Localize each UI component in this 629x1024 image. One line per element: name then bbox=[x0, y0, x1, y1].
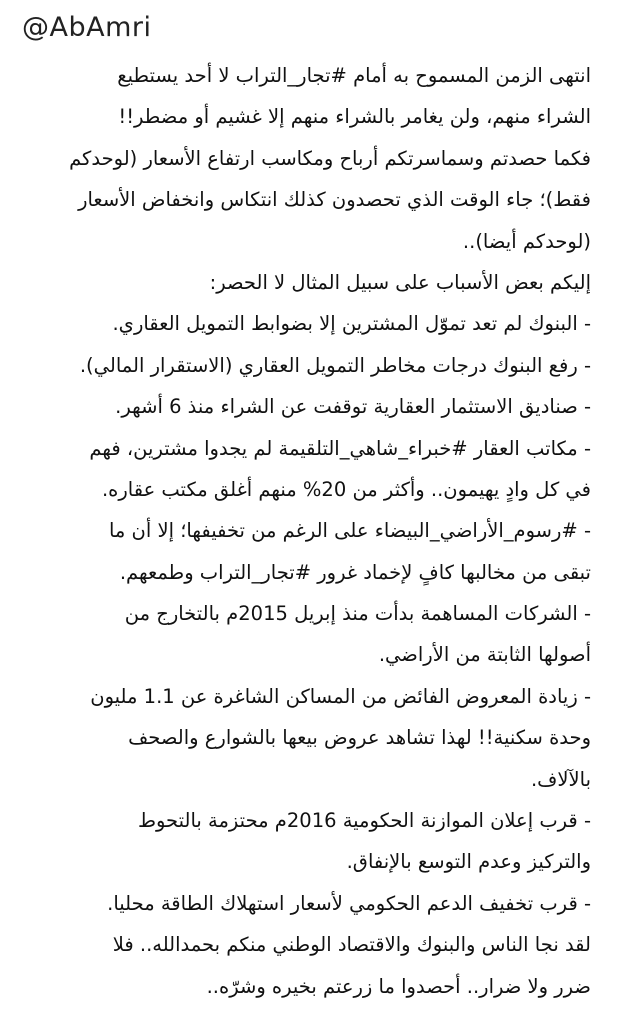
list-item: - مكاتب العقار #خبراء_شاهي_التلقيمة لم يجدوا مشترين، فهم bbox=[89, 436, 591, 460]
list-item: - قرب تخفيف الدعم الحكومي لأسعار استهلاك الطاقة محليا. bbox=[107, 891, 591, 915]
list-item: أصولها الثابتة من الأراضي. bbox=[378, 643, 591, 667]
text-line: لقد نجا الناس والبنوك والاقتصاد الوطني منكم بحمدالله.. فلا bbox=[112, 933, 591, 957]
author-handle: @AbAmri bbox=[22, 12, 152, 43]
tweet-body bbox=[30, 55, 591, 1007]
text-line: فقط)؛ جاء الوقت الذي تحصدون كذلك انتكاس وانخفاض الأسعار bbox=[78, 188, 591, 212]
list-item: تبقى من مخالبها كافٍ لإخماد غرور #تجار_التراب وطمعهم. bbox=[119, 560, 591, 584]
list-item: - #رسوم_الأراضي_البيضاء على الرغم من تخفيفها؛ إلا أن ما bbox=[108, 519, 591, 543]
list-item: بالآلاف. bbox=[530, 767, 591, 791]
text-line: (لوحدكم أيضا).. bbox=[462, 229, 591, 253]
list-item: والتركيز وعدم التوسع بالإنفاق. bbox=[346, 850, 591, 874]
list-item: في كل وادٍ يهيمون.. وأكثر من 20% منهم أغلق مكتب عقاره. bbox=[101, 477, 591, 501]
list-item: - الشركات المساهمة بدأت منذ إبريل 2015م بالتخارج من bbox=[124, 602, 591, 626]
list-item: - صناديق الاستثمار العقارية توقفت عن الشراء منذ 6 أشهر. bbox=[115, 395, 591, 419]
list-item: وحدة سكنية!! لهذا تشاهد عروض بيعها بالشوارع والصحف bbox=[128, 726, 591, 750]
list-item: - رفع البنوك درجات مخاطر التمويل العقاري (الاستقرار المالي). bbox=[79, 353, 591, 377]
list-item: - البنوك لم تعد تموّل المشترين إلا بضوابط التمويل العقاري. bbox=[112, 312, 591, 336]
list-item: - قرب إعلان الموازنة الحكومية 2016م محتزمة بالتحوط bbox=[137, 809, 591, 833]
text-line: فكما حصدتم وسماسرتكم أرباح ومكاسب ارتفاع الأسعار (لوحدكم bbox=[69, 146, 591, 170]
text-line: الشراء منهم، ولن يغامر بالشراء منهم إلا غشيم أو مضطر!! bbox=[118, 105, 591, 129]
list-item: - زيادة المعروض الفائض من المساكن الشاغرة عن 1.1 مليون bbox=[90, 684, 591, 708]
text-line: ضرر ولا ضرار.. أحصدوا ما زرعتم بخيره وشرّه.. bbox=[206, 974, 591, 998]
text-line: إليكم بعض الأسباب على سبيل المثال لا الحصر: bbox=[209, 270, 591, 294]
text-line: انتهى الزمن المسموح به أمام #تجار_التراب لا أحد يستطيع bbox=[117, 64, 591, 87]
